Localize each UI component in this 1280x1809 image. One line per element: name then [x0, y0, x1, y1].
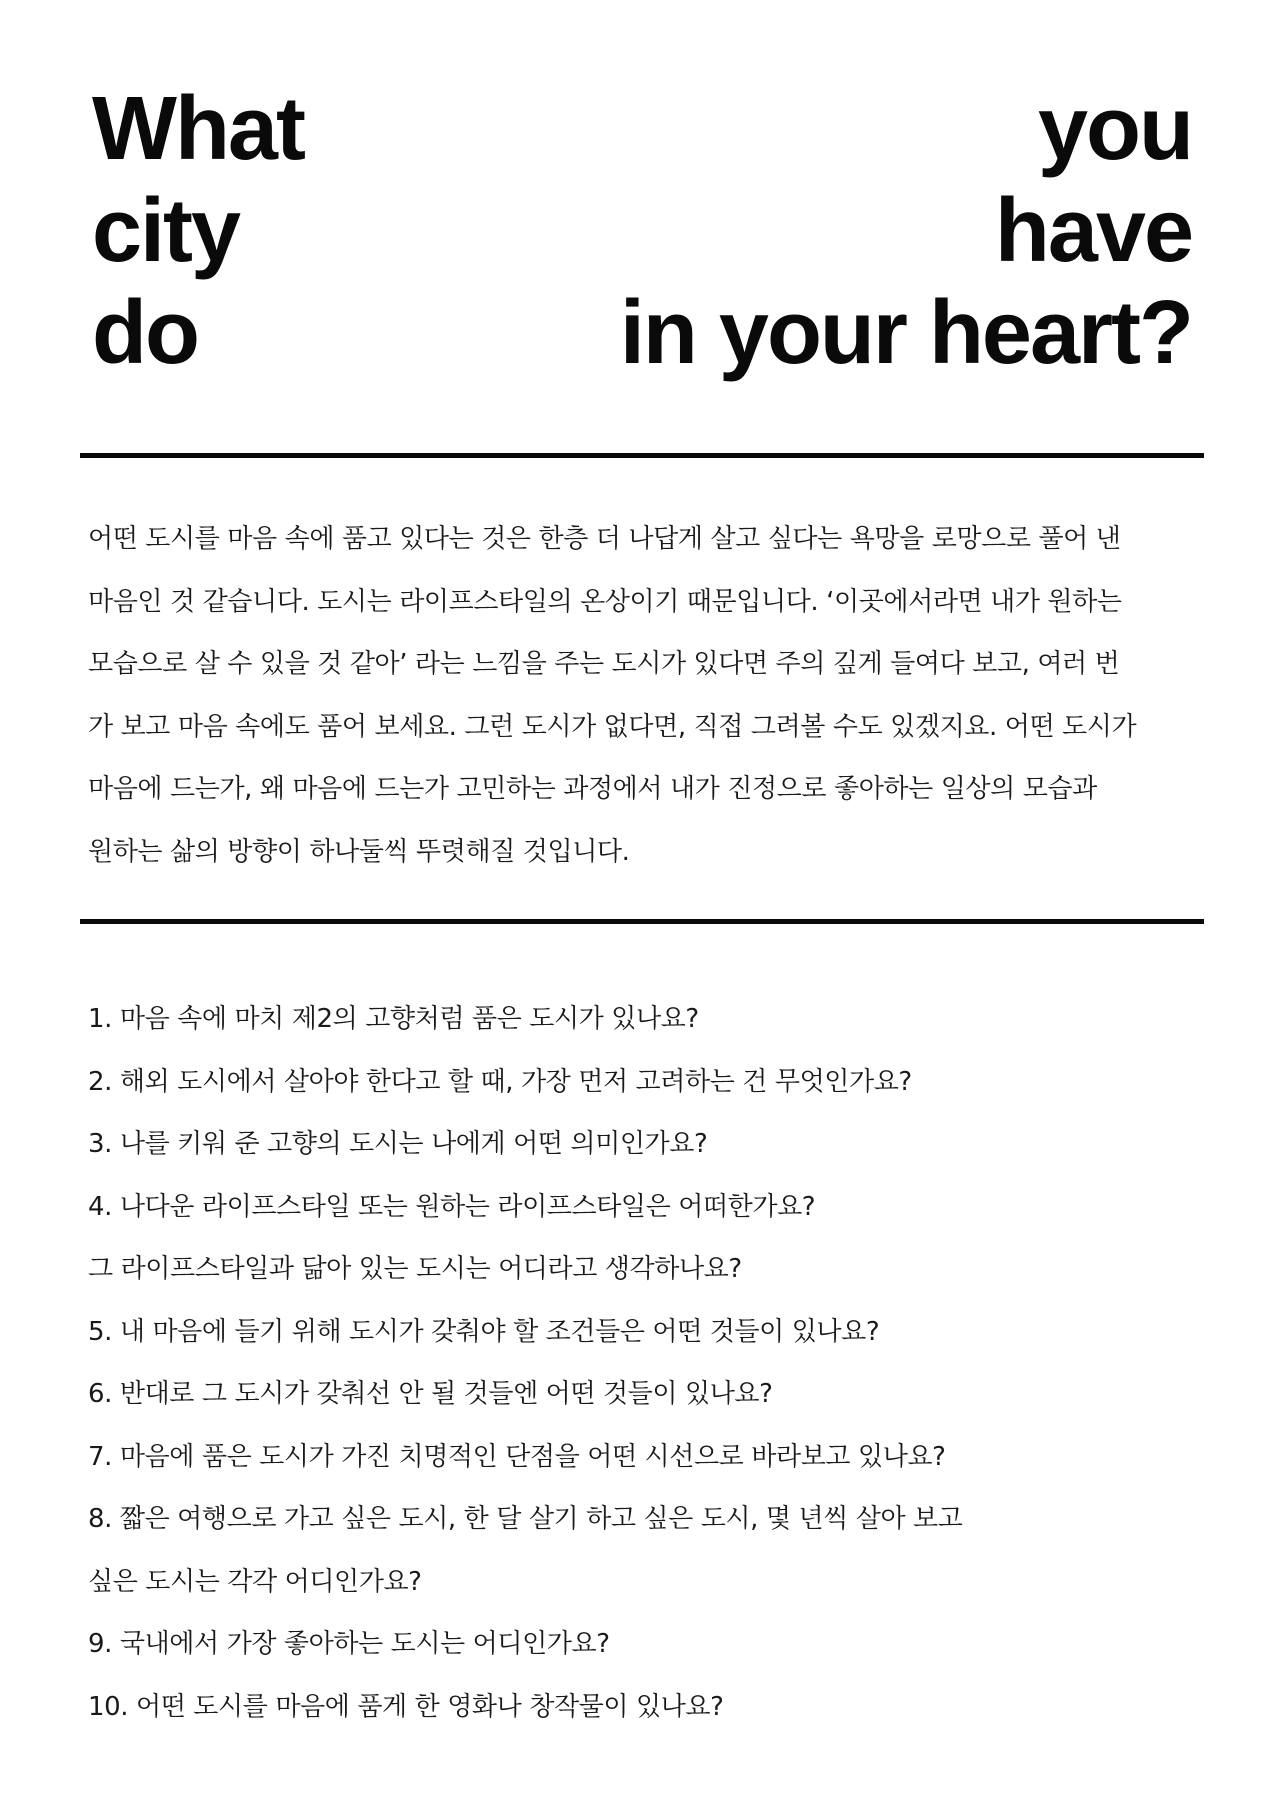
title-left-block [92, 78, 304, 384]
title-right-block [620, 78, 1192, 384]
question-item: 4. 나다운 라이프스타일 또는 원하는 라이프스타일은 어떠한가요? [88, 1191, 816, 1222]
question-list [88, 988, 1198, 1738]
question-item: 2. 해외 도시에서 살아야 한다고 할 때, 가장 먼저 고려하는 건 무엇인가요? [88, 1066, 912, 1097]
title-word: have [994, 181, 1192, 281]
title-word: in your heart? [619, 283, 1192, 383]
intro-line: 어떤 도시를 마음 속에 품고 있다는 것은 한층 더 나답게 살고 싶다는 욕망을 로망으로 풀어 낸 [88, 524, 1121, 554]
question-item: 7. 마음에 품은 도시가 가진 치명적인 단점을 어떤 시선으로 바라보고 있나요? [88, 1441, 946, 1472]
question-item: 5. 내 마음에 들기 위해 도시가 갖춰야 할 조건들은 어떤 것들이 있나요? [88, 1316, 880, 1347]
title-word: city [92, 181, 240, 281]
title-word: you [1037, 79, 1192, 179]
question-item: 9. 국내에서 가장 좋아하는 도시는 어디인가요? [88, 1629, 610, 1659]
question-item: 3. 나를 키워 준 고향의 도시는 나에게 어떤 의미인가요? [88, 1129, 708, 1159]
intro-line: 마음에 드는가, 왜 마음에 드는가 고민하는 과정에서 내가 진정으로 좋아하는 일상의 모습과 [88, 774, 1097, 804]
question-item: 6. 반대로 그 도시가 갖춰선 안 될 것들엔 어떤 것들이 있나요? [88, 1379, 773, 1409]
divider-top [80, 453, 1204, 458]
intro-paragraph [88, 508, 1198, 883]
intro-line: 모습으로 살 수 있을 것 같아’ 라는 느낌을 주는 도시가 있다면 주의 깊게 들여다 보고, 여러 번 [88, 649, 1120, 679]
intro-line: 마음인 것 같습니다. 도시는 라이프스타일의 온상이기 때문입니다. ‘이곳에서라면 내가 원하는 [88, 586, 1122, 617]
question-item: 10. 어떤 도시를 마음에 품게 한 영화나 창작물이 있나요? [88, 1691, 724, 1722]
title-word: What [92, 79, 304, 179]
intro-line: 원하는 삶의 방향이 하나둘씩 뚜렷해질 것입니다. [88, 836, 630, 867]
intro-line: 가 보고 마음 속에도 품어 보세요. 그런 도시가 없다면, 직접 그려볼 수도 있겠지요. 어떤 도시가 [88, 711, 1137, 742]
question-item-continued: 싶은 도시는 각각 어디인가요? [88, 1566, 422, 1597]
divider-bottom [80, 919, 1204, 924]
question-item: 1. 마음 속에 마치 제2의 고향처럼 품은 도시가 있나요? [88, 1004, 699, 1034]
question-item: 8. 짧은 여행으로 가고 싶은 도시, 한 달 살기 하고 싶은 도시, 몇 년씩 살아 보고 [88, 1504, 963, 1534]
title-word: do [92, 283, 198, 383]
question-item-continued: 그 라이프스타일과 닮아 있는 도시는 어디라고 생각하나요? [88, 1254, 742, 1284]
